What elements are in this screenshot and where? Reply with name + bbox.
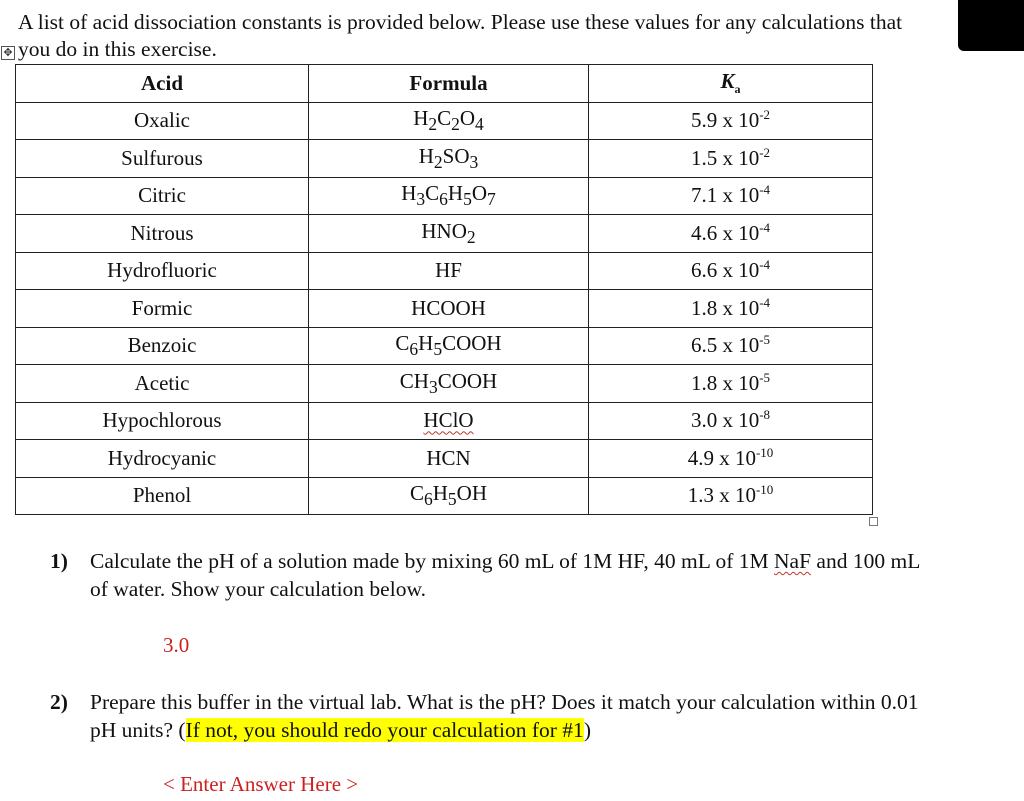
ka-value-cell [589, 402, 873, 440]
ka-value-cell [589, 102, 873, 140]
question-1-text: Calculate the pH of a solution made by mixing 60 mL of 1M HF, 40 mL of 1M NaF and 100 mL of water. Show your calculation below. [90, 549, 920, 601]
acid-name-cell: Acetic [16, 365, 309, 403]
ka-base: 4.6 x 10 [690, 220, 760, 245]
ka-base: 1.5 x 10 [690, 145, 760, 170]
table-row [16, 440, 873, 478]
acid-name-cell: Hydrocyanic [16, 440, 309, 478]
ka-base: 1.8 x 10 [690, 295, 760, 320]
header-ka-main: K [720, 69, 735, 94]
ka-base: 4.9 x 10 [687, 445, 756, 470]
formula-cell: $H_2SO_3$ [309, 140, 589, 178]
table-row [16, 215, 873, 253]
table-row [16, 290, 873, 328]
table-row [16, 252, 873, 290]
formula-cell: HCOOH [309, 290, 589, 328]
ka-base: 7.1 x 10 [690, 183, 760, 208]
acid-name-cell: Hypochlorous [16, 402, 309, 440]
ka-exponent: -10 [755, 482, 774, 498]
ka-base: 6.6 x 10 [690, 258, 760, 283]
ka-exponent: -5 [759, 369, 771, 385]
table-header-row [16, 65, 873, 103]
formula-cell: $H_2C_2O_4$ [309, 102, 589, 140]
ka-base: 1.8 x 10 [690, 370, 760, 395]
intro-paragraph: A list of acid dissociation constants is provided below. Please use these values for any calculations that you do in this exercise. [18, 10, 903, 61]
ka-exponent: -5 [759, 332, 771, 348]
ka-exponent: -2 [759, 107, 771, 123]
ka-exponent: -10 [755, 444, 774, 460]
header-ka [589, 65, 873, 103]
acid-name-cell: Oxalic [16, 102, 309, 140]
table-row [16, 365, 873, 403]
table-row [16, 477, 873, 515]
ka-value-cell [589, 177, 873, 215]
question-2-text: Prepare this buffer in the virtual lab. What is the pH? Does it match your calculation within 0.01 pH units? (If not, you should redo your calculation for #1) [90, 690, 919, 742]
redaction-bar [958, 0, 1024, 51]
formula-cell: HF [309, 252, 589, 290]
ka-value-cell [589, 440, 873, 478]
table-row [16, 402, 873, 440]
ka-base: 6.5 x 10 [690, 333, 760, 358]
ka-value-cell [589, 327, 873, 365]
acid-name-cell: Sulfurous [16, 140, 309, 178]
acid-dissociation-table [15, 64, 873, 515]
ka-value-cell [589, 290, 873, 328]
table-row [16, 140, 873, 178]
ka-exponent: -8 [759, 407, 771, 423]
answer-2-placeholder[interactable]: < Enter Answer Here > [163, 772, 359, 796]
acid-name-cell: Formic [16, 290, 309, 328]
ka-exponent: -4 [759, 257, 771, 273]
acid-name-cell: Hydrofluoric [16, 252, 309, 290]
ka-base: 3.0 x 10 [690, 408, 760, 433]
table-row [16, 327, 873, 365]
table-resize-handle[interactable] [869, 517, 878, 526]
ka-value-cell [589, 365, 873, 403]
table-move-handle-icon[interactable]: ✥ [1, 46, 15, 60]
acid-name-cell: Citric [16, 177, 309, 215]
answer-1[interactable]: 3.0 [163, 633, 190, 657]
header-ka-sub: a [734, 82, 741, 97]
ka-exponent: -4 [759, 294, 771, 310]
ka-value-cell [589, 215, 873, 253]
ka-exponent: -2 [759, 144, 771, 160]
formula-cell: $C_6H_5COOH$ [309, 327, 589, 365]
acid-name-cell: Nitrous [16, 215, 309, 253]
header-acid: Acid [16, 65, 309, 103]
formula-cell: $H_3C_6H_5O_7$ [309, 177, 589, 215]
table-row [16, 177, 873, 215]
formula-cell: $HNO_2$ [309, 215, 589, 253]
header-formula: Formula [309, 65, 589, 103]
acid-name-cell: Benzoic [16, 327, 309, 365]
ka-value-cell [589, 252, 873, 290]
formula-cell: HCN [309, 440, 589, 478]
question-2-number: 2) [50, 690, 68, 714]
ka-exponent: -4 [759, 219, 771, 235]
formula-cell: HClO [309, 402, 589, 440]
ka-exponent: -4 [759, 182, 771, 198]
question-1-number: 1) [50, 549, 68, 573]
table-row [16, 102, 873, 140]
ka-value-cell [589, 140, 873, 178]
formula-cell: $CH_3COOH$ [309, 365, 589, 403]
table-body [16, 102, 873, 515]
acid-name-cell: Phenol [16, 477, 309, 515]
ka-value-cell [589, 477, 873, 515]
formula-cell: $C_6H_5OH$ [309, 477, 589, 515]
ka-base: 5.9 x 10 [690, 108, 760, 133]
ka-base: 1.3 x 10 [687, 483, 756, 508]
